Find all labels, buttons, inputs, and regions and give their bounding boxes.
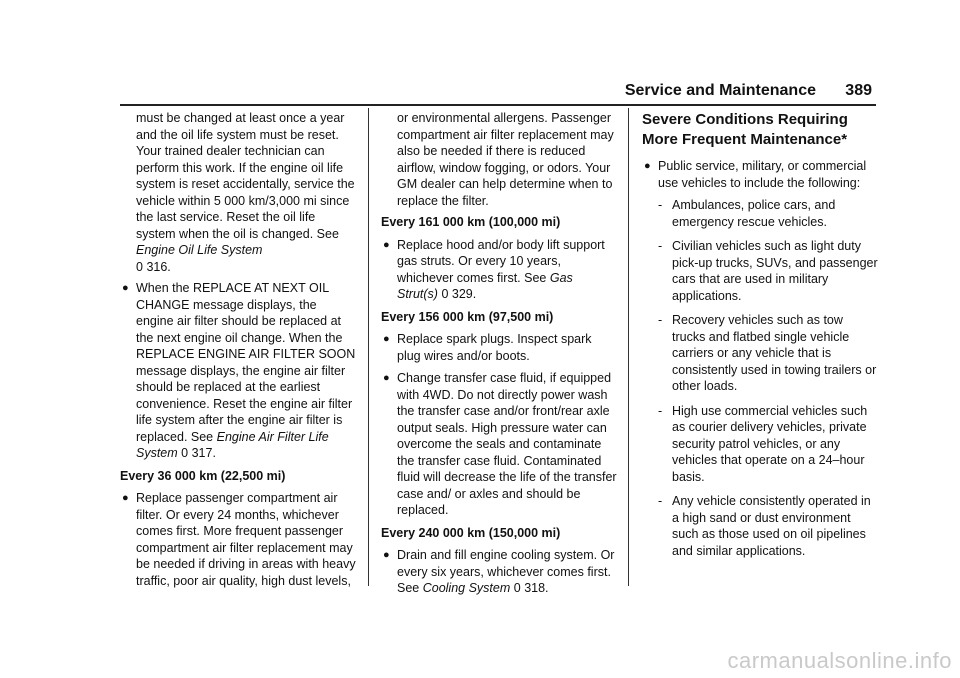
page-ref-arrow-icon: 0 <box>441 287 449 301</box>
bullet-icon: ● <box>383 333 390 345</box>
watermark: carmanualsonline.info <box>727 648 952 673</box>
page-ref-number[interactable]: 316 <box>146 259 168 274</box>
sub-list-item: - Ambulances, police cars, and emergency rescue vehicles. <box>658 198 836 229</box>
column-2 <box>381 110 617 603</box>
cross-reference-link[interactable]: Gas Strut(s) <box>397 270 573 301</box>
cross-reference-link[interactable]: Engine Oil Life System <box>136 243 263 257</box>
continued-paragraph: must be changed at least once a year and the oil life system must be reset. Your trained dealer technician can perform this work. If the engine oil life system is reset accidentally, service the vehicle within 5 000 km/3,000 mi since the last service. Reset the oil life system when the oil is changed. See Engine Oil Life System 0 316. <box>136 111 355 274</box>
page-ref-number[interactable]: 329 <box>451 287 473 301</box>
page-ref-arrow-icon: 0 <box>181 446 189 460</box>
list-item: ● Drain and fill engine cooling system. Or every six years, whichever comes first. See Cooling System 0 318. <box>383 548 615 595</box>
page-ref-arrow-icon: 0 <box>136 259 143 274</box>
dash-icon: - <box>658 494 663 508</box>
dash-icon: - <box>658 313 663 327</box>
sub-list-item: - High use commercial vehicles such as courier delivery vehicles, private security patrol vehicles, or any vehicles that operate on a 24–hour basis. <box>658 403 868 484</box>
column-divider <box>368 108 369 586</box>
continued-paragraph: or environmental allergens. Passenger compartment air filter replacement may also be needed if there is reduced airflow, window fogging, or odors. Your GM dealer can help determine when to replace the filter. <box>397 111 614 208</box>
bullet-icon: ● <box>383 372 390 384</box>
list-item: ● Replace spark plugs. Inspect spark plug wires and/or boots. <box>383 332 592 363</box>
bullet-icon: ● <box>383 238 390 251</box>
section-title: Severe Conditions Requiring More Frequent Maintenance* <box>642 111 848 148</box>
dash-icon: - <box>658 239 663 253</box>
page-ref-number[interactable]: 317 <box>191 446 213 460</box>
sub-list-item: - Recovery vehicles such as tow trucks and flatbed single vehicle carriers or any vehicle that is consistently used in towing trailers or other loads. <box>658 313 877 393</box>
page-header <box>120 82 876 106</box>
section-header-title: Service and Maintenance <box>624 82 816 99</box>
dash-icon: - <box>658 198 663 212</box>
list-item: ● Change transfer case fluid, if equipped with 4WD. Do not directly power wash the transfer case and/or front/rear axle output seals. High pressure water can overcome the seals and contaminate the transfer case fluid. Contaminated fluid will decrease the life of the transfer case and/ or axles and should be replaced. <box>383 371 617 517</box>
page-number: 389 <box>845 82 872 99</box>
column-divider <box>628 108 629 586</box>
page-ref-number[interactable]: 318 <box>524 581 546 595</box>
column-1 <box>120 110 356 595</box>
page-ref-arrow-icon: 0 <box>513 581 521 595</box>
sub-list-item: - Civilian vehicles such as light duty pick-up trucks, SUVs, and passenger cars that are used in military applications. <box>658 239 878 303</box>
list-item: ● Replace hood and/or body lift support gas struts. Or every 10 years, whichever comes first. See Gas Strut(s) 0 329. <box>383 237 605 301</box>
bullet-icon: ● <box>644 160 651 172</box>
dash-icon: - <box>658 403 663 418</box>
cross-reference-link[interactable]: Cooling System <box>422 581 511 595</box>
bullet-icon: ● <box>122 282 129 294</box>
list-item: ● When the REPLACE AT NEXT OIL CHANGE message displays, the engine air filter should be replaced at the next engine oil change. When the REPLACE ENGINE AIR FILTER SOON message displays, the engine air filter should be replaced at the earliest convenience. Reset the engine air filter life system after the engine air filter is replaced. See Engine Air Filter Life System 0 317. <box>122 281 356 460</box>
list-item: ● Public service, military, or commercial use vehicles to include the following: <box>644 159 867 190</box>
cross-reference-link[interactable]: Engine Air Filter Life System <box>136 429 329 460</box>
interval-heading: Every 156 000 km (97,500 mi) <box>381 309 554 324</box>
bullet-icon: ● <box>383 549 390 561</box>
interval-heading: Every 36 000 km (22,500 mi) <box>120 468 286 483</box>
interval-heading: Every 161 000 km (100,000 mi) <box>381 215 561 229</box>
list-item: ● Replace passenger compartment air filter. Or every 24 months, whichever comes first. More frequent passenger compartment air filter replacement may be needed if driving in areas with heavy traffic, poor air quality, high dust levels, <box>122 491 356 588</box>
column-3 <box>642 110 878 567</box>
bullet-icon: ● <box>122 492 129 504</box>
interval-heading: Every 240 000 km (150,000 mi) <box>381 525 561 540</box>
sub-list-item: - Any vehicle consistently operated in a high sand or dust environment such as those used on oil pipelines and similar applications. <box>658 494 871 558</box>
